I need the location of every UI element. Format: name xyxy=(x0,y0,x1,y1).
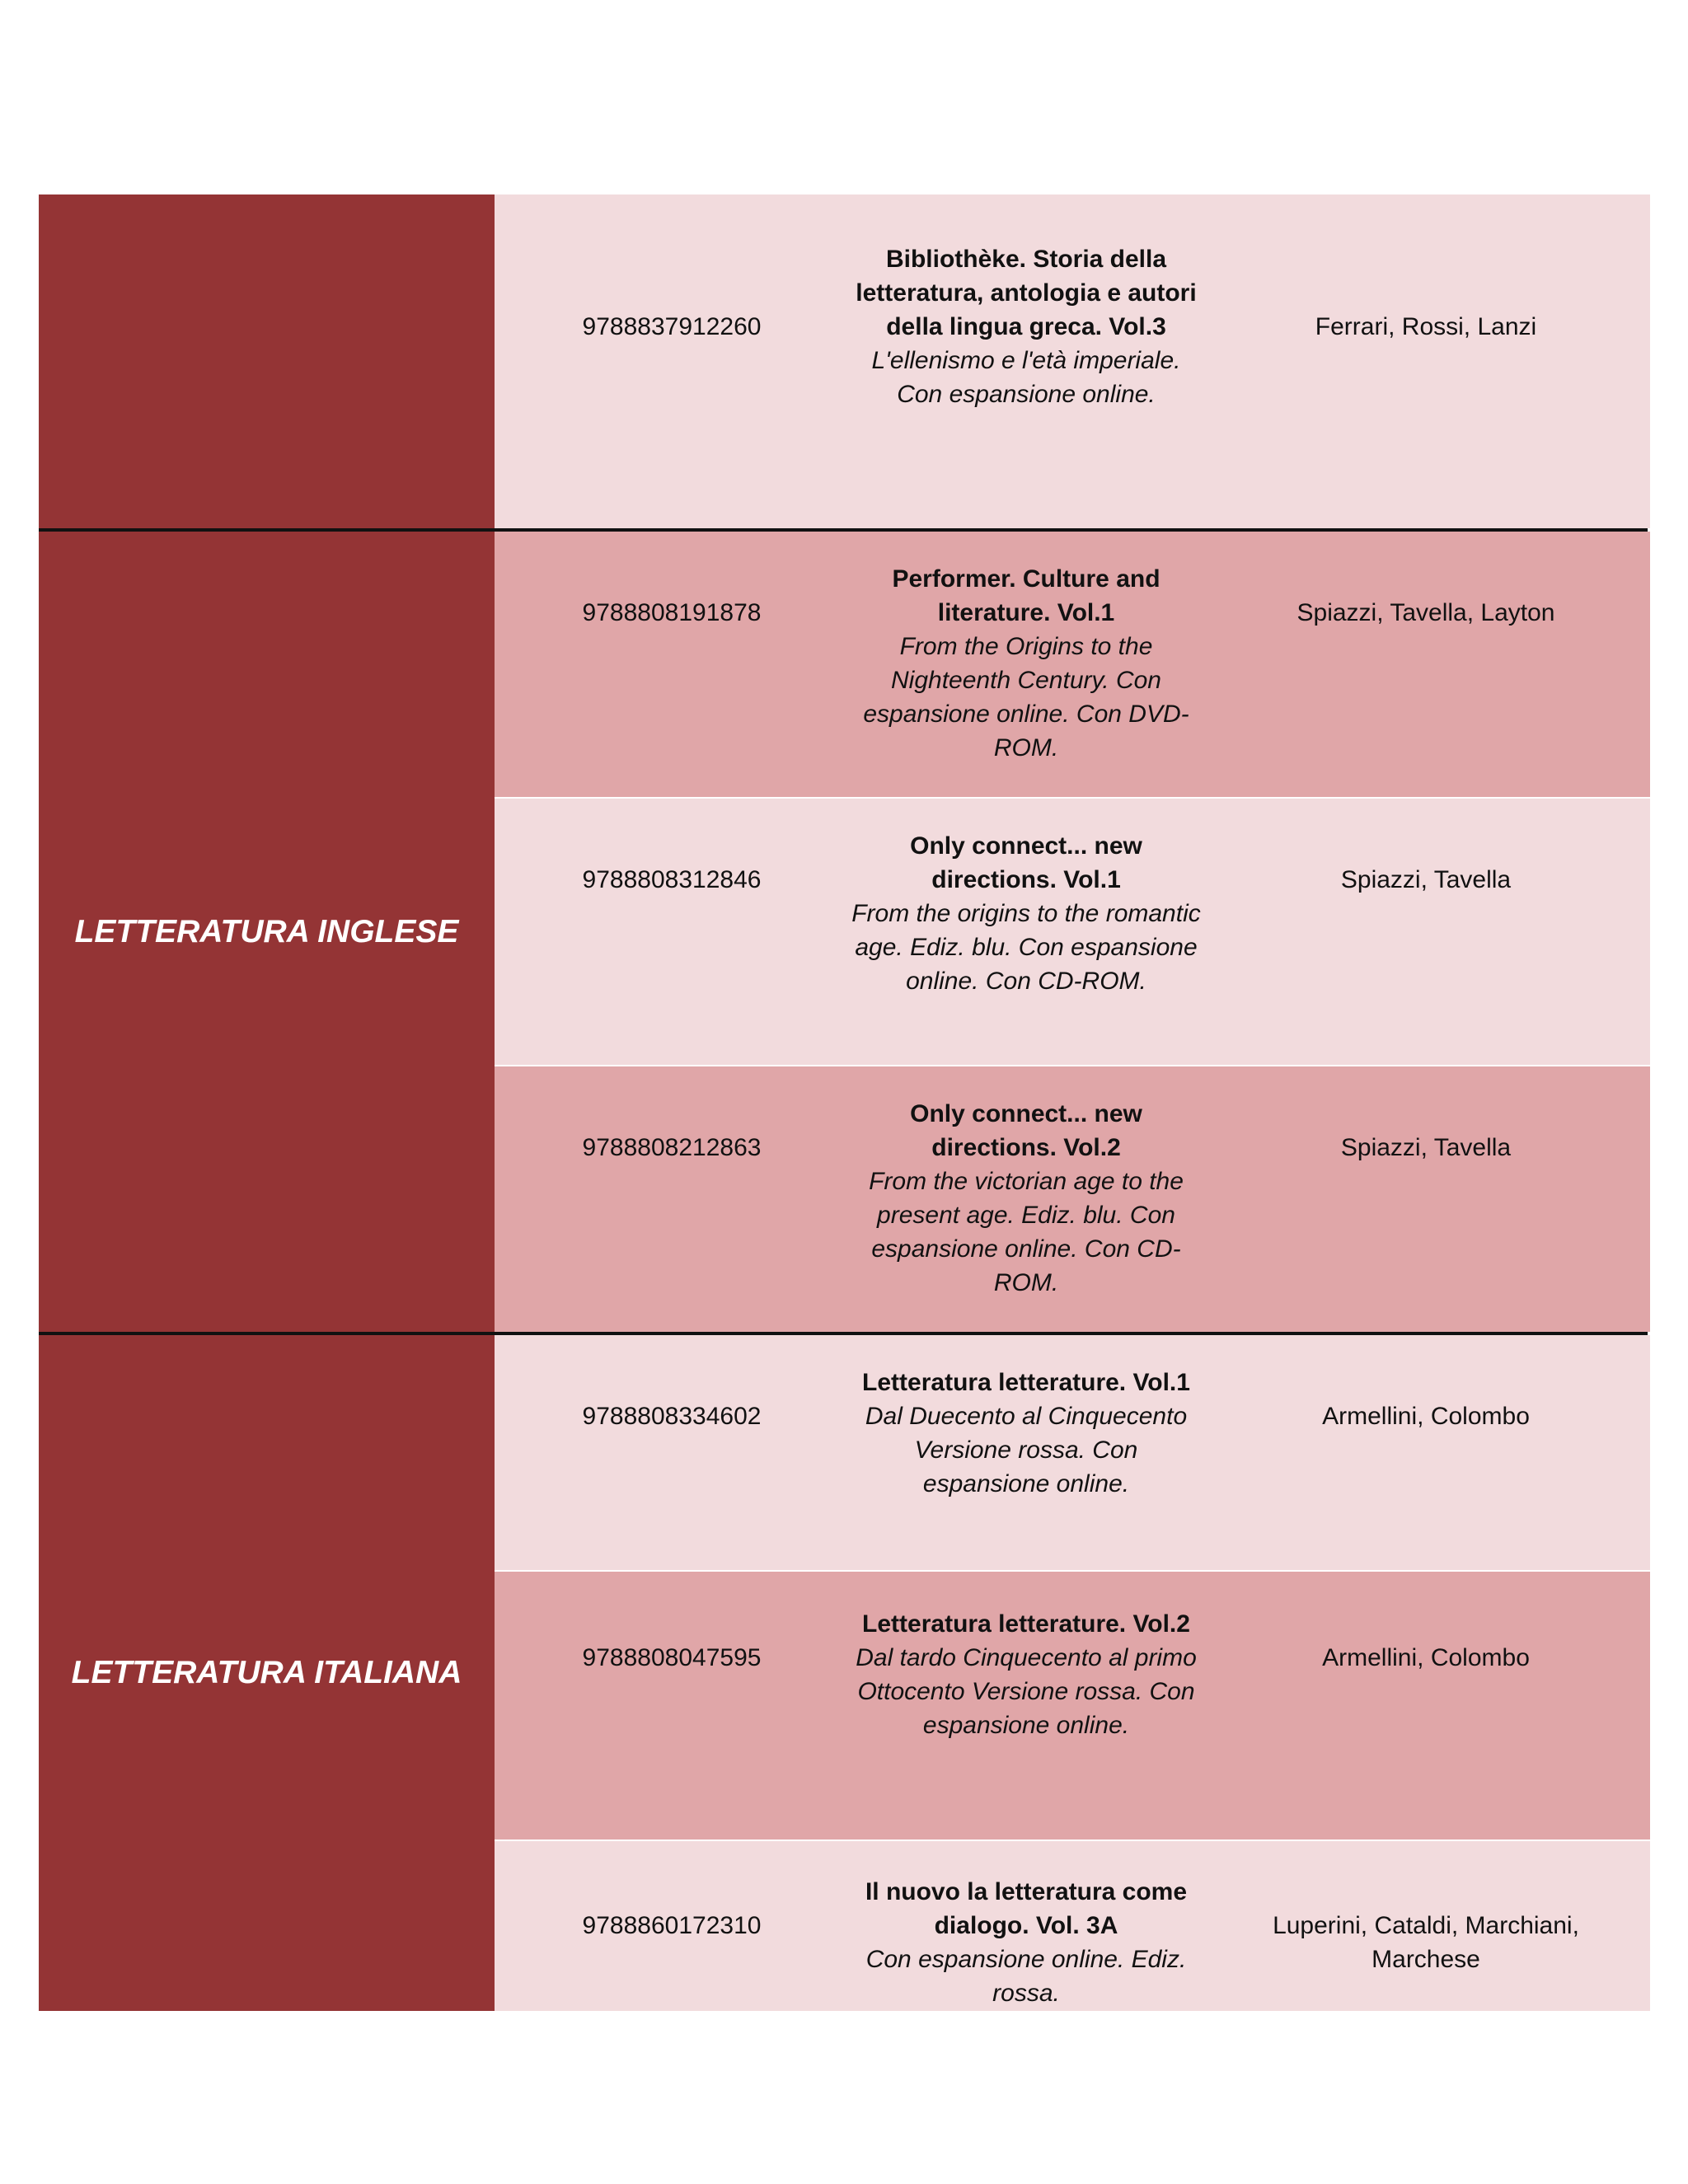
authors-text: Armellini, Colombo xyxy=(1322,1644,1530,1671)
authors-cell xyxy=(1203,242,1648,528)
isbn-text: 9788837912260 xyxy=(582,313,762,340)
table-group xyxy=(39,194,1650,528)
authors-text: Ferrari, Rossi, Lanzi xyxy=(1315,313,1537,340)
isbn-text: 9788860172310 xyxy=(582,1912,762,1939)
category-cell: LETTERATURA ITALIANA xyxy=(39,1335,495,2011)
authors-text: Spiazzi, Tavella, Layton xyxy=(1296,599,1555,626)
title-cell xyxy=(849,562,1203,797)
title-cell xyxy=(849,242,1203,528)
authors-text: Armellini, Colombo xyxy=(1322,1403,1530,1430)
table-row xyxy=(495,1841,1650,2011)
book-title: Bibliothèke. Storia della letteratura, antologia e autori della lingua greca. Vol.3 xyxy=(856,246,1197,340)
table-row xyxy=(495,799,1650,1066)
title-cell xyxy=(849,1875,1203,2011)
isbn-text: 9788808212863 xyxy=(582,1134,762,1161)
book-subtitle: Dal Duecento al Cinquecento Versione rossa. Con espansione online. xyxy=(865,1403,1188,1497)
book-subtitle: From the Origins to the Nighteenth Century. Con espansione online. Con DVD-ROM. xyxy=(863,633,1189,762)
title-cell xyxy=(849,829,1203,1065)
textbook-table xyxy=(39,194,1650,2011)
authors-text: Spiazzi, Tavella xyxy=(1340,866,1512,893)
authors-text: Spiazzi, Tavella xyxy=(1340,1134,1512,1161)
table-row xyxy=(495,194,1650,528)
book-title: Il nuovo la letteratura come dialogo. Vol. 3A xyxy=(865,1878,1188,1939)
table-row xyxy=(495,532,1650,799)
book-subtitle: Dal tardo Cinquecento al primo Ottocento Versione rossa. Con espansione online. xyxy=(856,1644,1197,1739)
isbn-cell xyxy=(495,242,849,528)
book-subtitle: From the victorian age to the present age. Ediz. blu. Con espansione online. Con CD-ROM. xyxy=(869,1168,1184,1296)
authors-text: Luperini, Cataldi, Marchiani, Marchese xyxy=(1273,1912,1579,1973)
isbn-text: 9788808312846 xyxy=(582,866,762,893)
title-cell xyxy=(849,1097,1203,1332)
table-group xyxy=(39,1335,1650,2011)
book-subtitle: Con espansione online. Ediz. rossa. xyxy=(865,1946,1187,2007)
table-group xyxy=(39,532,1650,1332)
book-subtitle: L'ellenismo e l'età imperiale. Con espansione online. xyxy=(871,347,1181,408)
book-title: Only connect... new directions. Vol.2 xyxy=(910,1100,1142,1161)
isbn-text: 9788808047595 xyxy=(582,1644,762,1671)
book-subtitle: From the origins to the romantic age. Ediz. blu. Con espansione online. Con CD-ROM. xyxy=(851,900,1201,995)
isbn-text: 9788808191878 xyxy=(582,599,762,626)
table-row xyxy=(495,1335,1650,1572)
category-cell xyxy=(39,194,495,528)
title-cell xyxy=(849,1366,1203,1570)
table-row xyxy=(495,1572,1650,1841)
book-title: Performer. Culture and literature. Vol.1 xyxy=(892,565,1160,626)
category-cell: LETTERATURA INGLESE xyxy=(39,532,495,1332)
table-row xyxy=(495,1066,1650,1332)
book-title: Only connect... new directions. Vol.1 xyxy=(910,832,1142,893)
isbn-text: 9788808334602 xyxy=(582,1403,762,1430)
title-cell xyxy=(849,1607,1203,1840)
book-title: Letteratura letterature. Vol.2 xyxy=(862,1610,1190,1638)
book-title: Letteratura letterature. Vol.1 xyxy=(862,1369,1190,1396)
